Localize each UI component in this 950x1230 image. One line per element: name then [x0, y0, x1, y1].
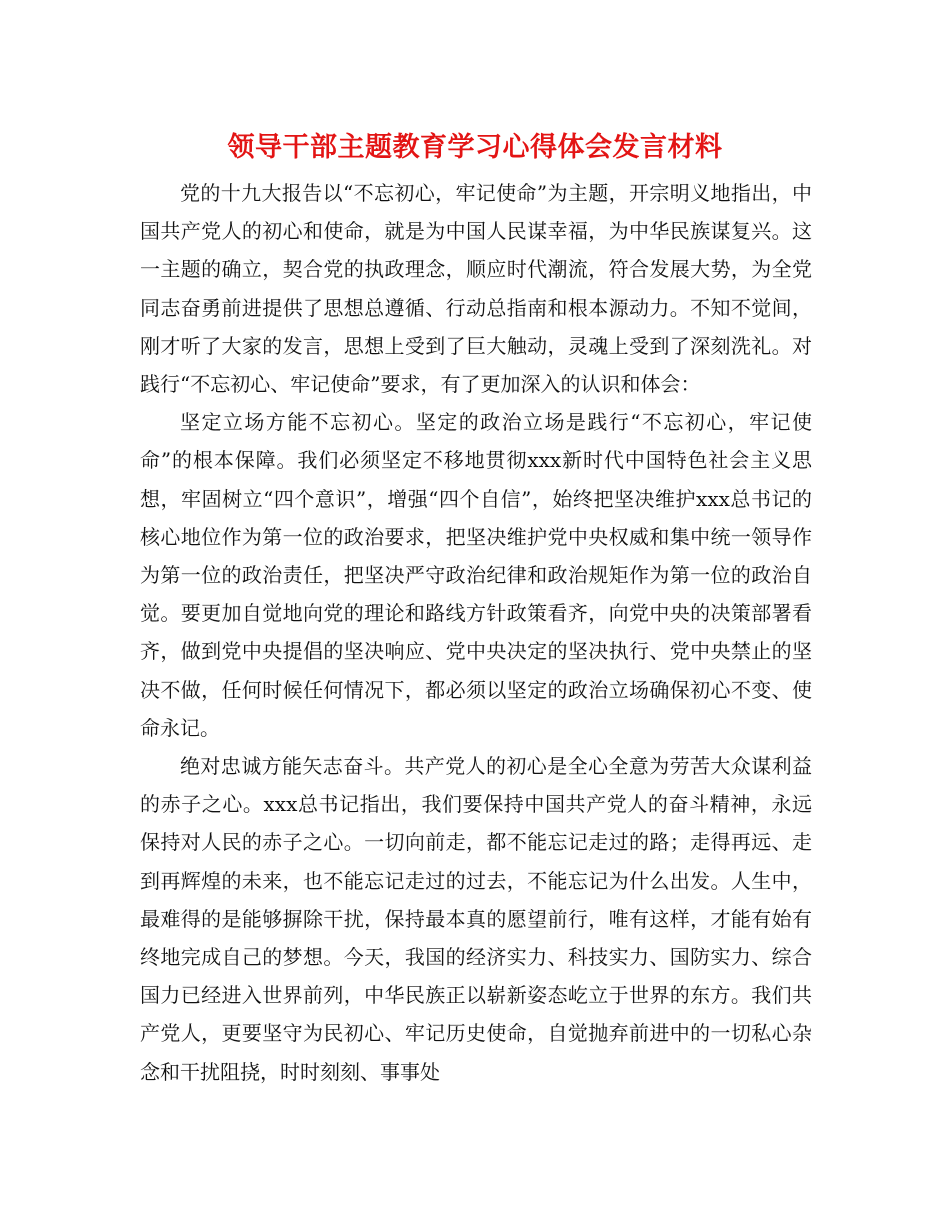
paragraph-intro: 党的十九大报告以“不忘初心，牢记使命”为主题，开宗明义地指出，中国共产党人的初心和使命，就是为中国人民谋幸福，为中华民族谋复兴。这一主题的确立，契合党的执政理念，顺应时代潮流，符合发展大势，为全党同志奋勇前进提供了思想总遵循、行动总指南和根本源动力。不知不觉间，刚才听了大家的发言，思想上受到了巨大触动，灵魂上受到了深刻洗礼。对践行“不忘初心、牢记使命”要求，有了更加深入的认识和体会： — [140, 181, 812, 397]
document-body — [140, 174, 812, 1091]
document-title: 领导干部主题教育学习心得体会发言材料 — [227, 132, 723, 163]
paragraph-firm-stance: 坚定立场方能不忘初心。坚定的政治立场是践行“不忘初心，牢记使命”的根本保障。我们必须坚定不移地贯彻xxx新时代中国特色社会主义思想，牢固树立“四个意识”，增强“四个自信”，始终把坚决维护xxx总书记的核心地位作为第一位的政治要求，把坚决维护党中央权威和集中统一领导作为第一位的政治责任，把坚决严守政治纪律和政治规矩作为第一位的政治自觉。要更加自觉地向党的理论和路线方针政策看齐，向党中央的决策部署看齐，做到党中央提倡的坚决响应、党中央决定的坚决执行、党中央禁止的坚决不做，任何时候任何情况下，都必须以坚定的政治立场确保初心不变、使命永记。 — [140, 410, 812, 740]
paragraph-absolute-loyalty: 绝对忠诚方能矢志奋斗。共产党人的初心是全心全意为劳苦大众谋利益的赤子之心。xxx总书记指出，我们要保持中国共产党人的奋斗精神，永远保持对人民的赤子之心。一切向前走，都不能忘记走过的路；走得再远、走到再辉煌的未来，也不能忘记走过的过去，不能忘记为什么出发。人生中，最难得的是能够摒除干扰，保持最本真的愿望前行，唯有这样，才能有始有终地完成自己的梦想。今天，我国的经济实力、科技实力、国防实力、综合国力已经进入世界前列，中华民族正以崭新姿态屹立于世界的东方。我们共产党人，更要坚守为民初心、牢记历史使命，自觉抛弃前进中的一切私心杂念和干扰阻挠，时时刻刻、事事处 — [140, 754, 812, 1084]
